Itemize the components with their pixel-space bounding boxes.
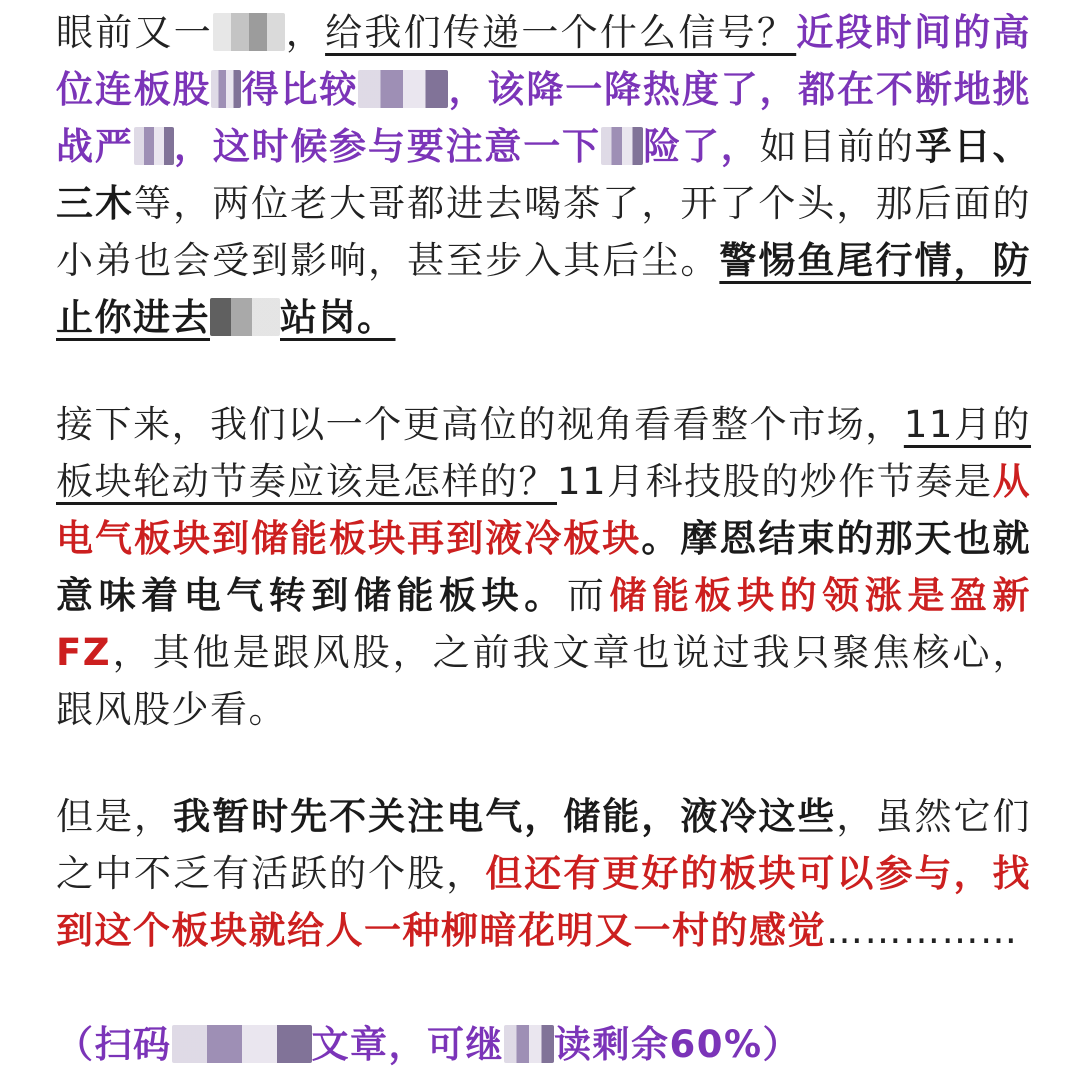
text-segment: ，其他是跟风股，之前我文章也说过我只聚焦核心，跟风股少看。 — [56, 631, 1031, 731]
text-segment: ，虽然它们之中不乏有活跃的个股， — [56, 795, 1032, 895]
text-segment: ， — [285, 11, 326, 54]
purple-highlight: 得比较 — [241, 68, 359, 111]
mosaic-blur — [211, 70, 241, 108]
bold-statement: 摩恩结束的那天也就意味着电气转到储能板块。 — [56, 517, 1032, 617]
paragraph-3 — [56, 788, 1031, 959]
mosaic-blur — [213, 13, 285, 51]
mosaic-blur — [210, 298, 280, 336]
text-segment: （扫码 — [56, 1023, 172, 1066]
purple-highlight: 近段时间的高位连板股 — [56, 11, 1032, 111]
purple-highlight: ，这时候参与要注意一下 — [173, 125, 601, 168]
ellipsis-dots: …………… — [826, 909, 1019, 952]
red-highlight: 但还有更好的板块可以参与，找到这个板块就给人一种柳暗花明又一村的感觉 — [56, 852, 1032, 952]
underlined-question: 给我们传递一个什么信号？ — [325, 11, 797, 54]
red-highlight: 从电气板块到储能板块再到液冷板块 — [56, 460, 1031, 560]
mosaic-blur — [172, 1025, 312, 1063]
bold-statement: 我暂时先不关注电气，储能，液冷这些 — [173, 795, 837, 838]
bold-underlined-warning: 警惕鱼尾行情，防止你进去 — [56, 239, 1032, 339]
text-segment: 但是， — [56, 795, 174, 838]
purple-highlight: 险了， — [642, 125, 760, 168]
text-segment: 而 — [566, 574, 610, 617]
red-highlight: 储能板块的领涨是盈新FZ — [56, 574, 1032, 674]
text-segment: 11月科技股的炒作节奏是 — [557, 460, 993, 503]
text-segment: 。 — [641, 517, 681, 560]
text-segment: 文章，可继 — [311, 1023, 504, 1066]
paragraph-2 — [56, 396, 1031, 738]
text-segment: 如目前的 — [759, 125, 915, 168]
text-segment: 读剩余60%） — [554, 1023, 802, 1066]
mosaic-blur — [504, 1025, 554, 1063]
paragraph-1 — [56, 4, 1031, 346]
bold-stock-names: 孚日、三木 — [56, 125, 1031, 225]
purple-highlight: ，该降一降热度了，都在不断地挑战严 — [56, 68, 1032, 168]
text-segment: 等，两位老大哥都进去喝茶了，开了个头，那后面的小弟也会受到影响，甚至步入其后尘。 — [56, 182, 1032, 282]
mosaic-blur — [358, 70, 448, 108]
underlined-question: 11月的板块轮动节奏应该是怎样的？ — [56, 403, 1032, 503]
bold-underlined-warning: 站岗。 — [280, 296, 396, 339]
text-segment: 接下来，我们以一个更高位的视角看看整个市场， — [56, 403, 904, 446]
mosaic-blur — [134, 127, 174, 165]
mosaic-blur — [601, 127, 643, 165]
text-segment: 眼前又一 — [56, 11, 214, 54]
